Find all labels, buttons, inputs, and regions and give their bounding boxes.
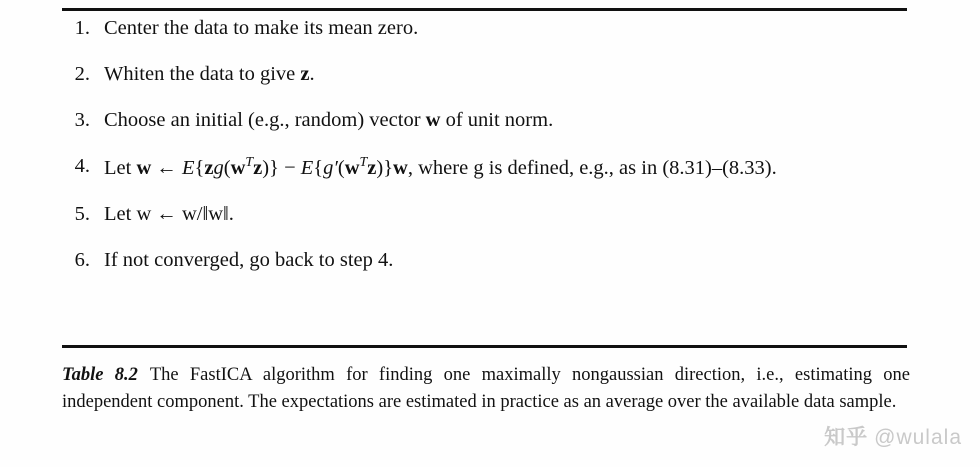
vector-symbol-w: w xyxy=(136,156,152,179)
caption-text: The FastICA algorithm for finding one maximally nongaussian direction, i.e., estimating one independent component. The expectations are estimated in practice as an average over the available data sample. xyxy=(62,365,910,412)
list-item xyxy=(62,108,910,133)
zhihu-logo-icon: 知乎 xyxy=(824,426,869,449)
vector-symbol-w: w xyxy=(344,156,360,179)
vector-symbol-w: w xyxy=(230,156,246,179)
function-g: g xyxy=(213,156,224,179)
step-text-before: Choose an initial (e.g., random) vector xyxy=(104,109,426,131)
function-g-prime: g′ xyxy=(323,156,338,179)
list-item xyxy=(62,154,910,181)
step-text xyxy=(104,62,910,87)
vector-symbol-w: w xyxy=(425,109,441,131)
step-text-after: , where g is defined, e.g., as in (8.31)–(8.33). xyxy=(407,156,777,179)
vector-symbol-z: z xyxy=(204,156,214,179)
caption-label: Table 8.2 xyxy=(62,365,138,385)
step-text xyxy=(104,108,910,133)
caption-divider-rule xyxy=(62,345,907,348)
paren-open: ( xyxy=(223,156,231,179)
list-item xyxy=(62,248,910,273)
normalization-formula: Let w ← w/‖w‖. xyxy=(104,202,234,225)
list-item xyxy=(62,62,910,87)
brace-close: } xyxy=(269,156,279,179)
vector-symbol-z: z xyxy=(367,156,377,179)
step-number: 3. xyxy=(74,109,90,131)
assign-arrow-icon: ← xyxy=(156,156,177,179)
algorithm-steps-list xyxy=(62,16,910,294)
list-item xyxy=(62,16,910,41)
step-number: 2. xyxy=(74,63,90,85)
expectation-operator: E xyxy=(182,156,195,179)
brace-open: { xyxy=(194,156,205,179)
step-text: Center the data to make its mean zero. xyxy=(104,17,419,39)
vector-symbol-z: z xyxy=(300,63,310,85)
brace-open: { xyxy=(313,156,324,179)
step-text xyxy=(104,202,910,227)
watermark-handle: @wulala xyxy=(874,426,962,449)
step-number: 5. xyxy=(74,202,90,225)
step-text-before: Whiten the data to give xyxy=(104,63,301,85)
step-text-after: . xyxy=(309,63,315,85)
table-caption xyxy=(62,362,910,416)
expectation-operator: E xyxy=(300,156,314,179)
step-text: If not converged, go back to step 4. xyxy=(104,248,394,271)
vector-symbol-z: z xyxy=(253,156,263,179)
brace-close: } xyxy=(383,156,394,179)
step-number: 4. xyxy=(74,155,90,177)
paren-close: ) xyxy=(262,156,270,179)
minus-operator: − xyxy=(284,156,296,179)
list-item xyxy=(62,202,910,227)
paren-close: ) xyxy=(376,156,384,179)
paren-open: ( xyxy=(337,156,345,179)
watermark xyxy=(824,421,962,451)
transpose-superscript: T xyxy=(359,155,368,170)
step-number: 6. xyxy=(74,248,90,271)
formula-let: Let xyxy=(104,156,132,179)
top-divider-rule xyxy=(62,8,907,11)
step-text xyxy=(104,154,910,181)
step-number: 1. xyxy=(74,17,90,39)
transpose-superscript: T xyxy=(245,155,254,170)
step-text-after: of unit norm. xyxy=(440,109,554,131)
vector-symbol-w: w xyxy=(393,156,408,179)
